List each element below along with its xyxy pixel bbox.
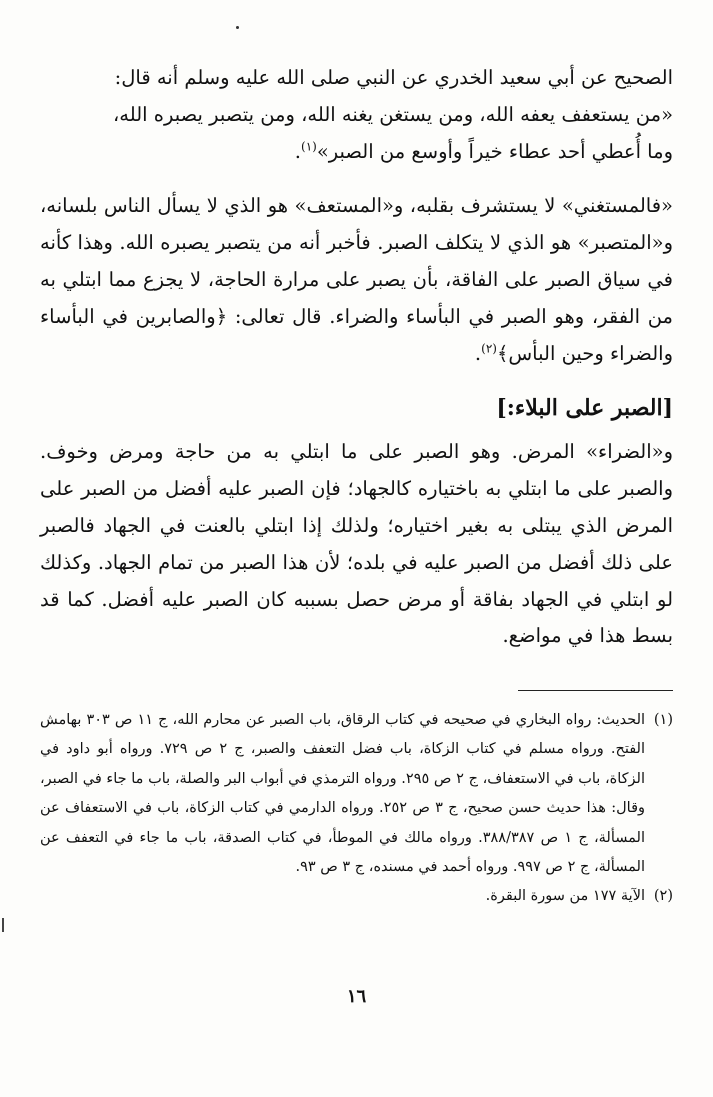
footnote-ref-2[interactable]: (٢) bbox=[481, 341, 497, 356]
text-line: في الجهاد فالصبر على ذلك أفضل من الصبر عليه في بلده؛ لأن هذا الصبر bbox=[40, 513, 674, 574]
main-text bbox=[40, 60, 673, 655]
sentence-end: . bbox=[294, 139, 301, 163]
text-line: وخوف. والصبر على ما ابتلي به باختياره كالجهاد؛ فإن الصبر عليه أفضل bbox=[40, 440, 674, 501]
footnote-line: حديث حسن صحيح، ج ٣ ص ٢٥٢. ورواه الدارمي في كتاب الزكاة، باب في bbox=[132, 800, 582, 817]
paragraph-2 bbox=[40, 188, 673, 372]
footnote-line: والصبر، ج ٢ ص ٧٢٩. ورواه أبو داود في الزكاة، باب في الاستعفاف، ج ٢ bbox=[40, 741, 645, 787]
footnote-line: ج ١١ ص ٣٠٣ بهامش الفتح. ورواه مسلم في كتاب الزكاة، باب فضل التعفف bbox=[40, 712, 645, 758]
text-line: «فالمستغني» لا يستشرف بقلبه، و«المستعف» هو الذي لا يسأل bbox=[157, 194, 673, 218]
text-line: الصحيح عن أبي سعيد الخدري عن النبي صلى الله عليه وسلم أنه قال: bbox=[114, 66, 673, 89]
footnote-number: (١) bbox=[653, 712, 673, 728]
text-line: الناس بلسانه، و«المتصبر» هو الذي لا يتكلف الصبر. فأخبر أنه من bbox=[40, 194, 674, 255]
text-line: و«الضراء» المرض. وهو الصبر على ما ابتلي به من حاجة ومرض bbox=[109, 440, 673, 464]
sentence-end: . bbox=[474, 341, 482, 365]
footnote-text bbox=[40, 706, 645, 882]
text-line: والضراء. قال تعالى: ﴿والصابرين في البأساء والضراء وحين البأس﴾ bbox=[40, 304, 673, 365]
footnote-line: الاستعفاف عن المسألة، ج ١ ص ٣٨٨/٣٨٧. ورواه مالك في الموطأ، في كتاب bbox=[40, 800, 646, 846]
footnote-divider bbox=[518, 690, 673, 691]
text-line: يتصبر يصبره الله. وهذا كأنه في سياق الصبر على الفاقة، بأن يصبر على bbox=[40, 231, 673, 291]
section-heading: [الصبر على البلاء:] bbox=[496, 395, 673, 422]
footnote-1 bbox=[40, 706, 673, 882]
text-line: مرارة الحاجة، لا يجزع مما ابتلي به من الفقر، وهو الصبر في البأساء bbox=[40, 267, 673, 328]
paragraph-3 bbox=[40, 434, 673, 655]
footnote-line: ص ٢٩٥. ورواه الترمذي في أبواب البر والصلة، باب ما جاء في الصبر، وقال: هذا bbox=[40, 770, 646, 817]
footnote-2 bbox=[40, 882, 673, 911]
text-line: من الصبر على المرض الذي يبتلى به بغير اختياره؛ ولذلك إذا ابتلي بالعنت bbox=[40, 477, 673, 537]
footnote-text bbox=[40, 882, 645, 911]
scan-edge-mark bbox=[2, 918, 4, 932]
page-number: ١٦ bbox=[346, 986, 367, 1007]
print-speck bbox=[236, 26, 239, 29]
paragraph-1 bbox=[40, 60, 673, 170]
footnote-line: الصدقة، باب ما جاء في التعفف عن المسألة، ج ٢ ص ٩٩٧. ورواه أحمد في مسنده، bbox=[40, 829, 645, 876]
text-line: «من يستعفف يعفه الله، ومن يستغن يغنه الله، ومن يتصبر يصبره الله، bbox=[112, 102, 673, 126]
footnote-line: الحديث: رواه البخاري في صحيحه في كتاب الرقاق، باب الصبر عن محارم الله، bbox=[172, 712, 646, 728]
footnote-line: ج ٣ ص ٩٣. bbox=[295, 859, 365, 876]
text-line: الصبر عليه أفضل. كما قد بسط هذا في مواضع. bbox=[40, 587, 673, 648]
footnote-ref-1[interactable]: (١) bbox=[301, 139, 317, 154]
footnote-line: الآية ١٧٧ من سورة البقرة. bbox=[485, 888, 645, 905]
footnotes bbox=[40, 706, 673, 912]
footnote-number: (٢) bbox=[653, 888, 673, 905]
text-line: وما أُعطي أحد عطاء خيراً وأوسع من الصبر» bbox=[316, 139, 673, 163]
text-line: من تمام الجهاد. وكذلك لو ابتلي في الجهاد بفاقة أو مرض حصل بسببه كان bbox=[40, 550, 674, 611]
book-page bbox=[40, 0, 673, 1097]
